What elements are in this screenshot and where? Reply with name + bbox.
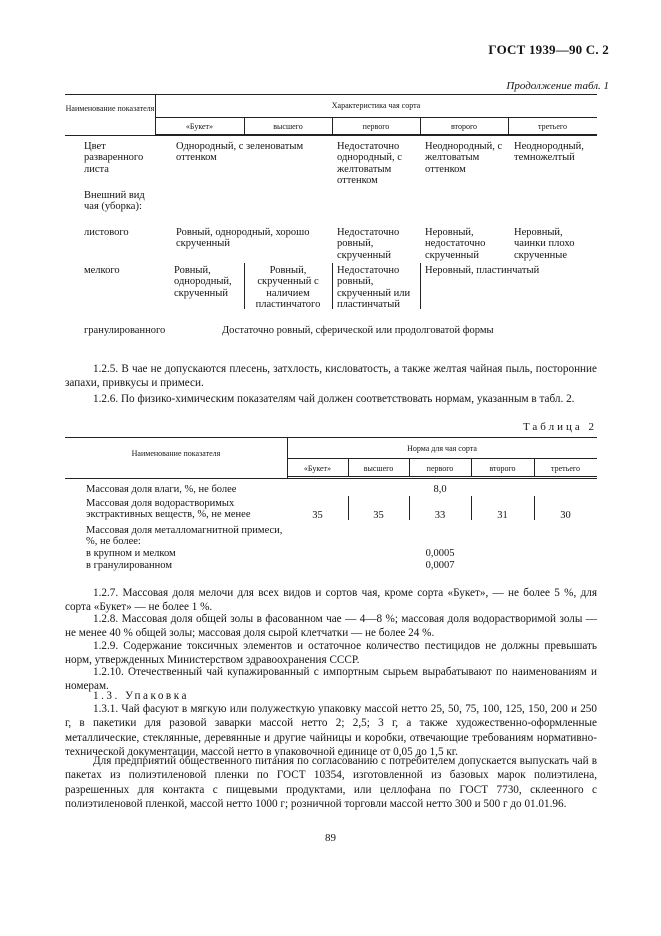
paragraph-1-3-1: 1.3.1. Чай фасуют в мягкую или полужесткую упаковку массой нетто 25, 50, 75, 100, 125, 150, 200 и 250 г, в пакетики для разовой заварки массой нетто 2; 2,5; 3 г, а также художественно-оформленные металлические, стеклянные, деревянные и другие чайницы и коробки, отвечающие требованиям нормативно-технической документации, массой нетто в упаковочной единице от 0,05 до 1,5 кг. [65, 703, 597, 758]
table2-row-extract-buket: 35 [312, 510, 323, 521]
table1-row-small-buket: Ровный, однородный, скрученный [174, 265, 232, 299]
table1-row-leaf-name: листового [84, 227, 129, 238]
table2-row-metal-sub1: в крупном и мелком [86, 548, 176, 559]
page-number: 89 [325, 832, 336, 844]
table1-row-small-vtorogo-tretyego: Неровный, пластинчатый [425, 265, 540, 276]
paragraph-public-catering: Для предприятий общественного питания по согласованию с потребителем допускается выпускать чай в пакетах из полиэтиленовой пленки по ГОСТ 10354, изготовленной из базовых марок полиэтилена, разрешенных для контакта с пищевыми продуктами, или целлофана по ГОСТ 7730, склеенного с полиэтиленовой пленкой, массой нетто 1000 г; розничной торговли массой нетто 300 и 500 г до 01.01.96. [65, 755, 597, 810]
table1-grade-tretyego: третьего [538, 122, 567, 131]
table2-grade-buket: «Букет» [303, 464, 332, 473]
table1-row-color-vtorogo: Неоднородный, с желтоватым оттенком [425, 141, 503, 175]
table1-row-leaf-pervogo: Недостаточно ровный, скрученный [337, 227, 400, 261]
table2-row-metal-value2: 0,0007 [425, 560, 455, 571]
table1-header-group: Характеристика чая сорта [331, 101, 421, 110]
table2-header-name: Наименование показателя [131, 449, 221, 458]
table2-row-metal-name: Массовая доля металломагнитной примеси, %, не более: [86, 525, 283, 548]
paragraph-1-2-9: 1.2.9. Содержание токсичных элементов и остаточное количество пестицидов не должны превышать норм, утвержденных Министерством здравоохранения СССР. [65, 640, 597, 667]
table1-grade-vysshego: высшего [273, 122, 303, 131]
paragraph-1-2-6: 1.2.6. По физико-химическим показателям чай должен соответствовать нормам, указанным в табл. 2. [93, 393, 575, 405]
table1-row-leaf-buket-vysshego: Ровный, однородный, хорошо скрученный [176, 227, 310, 250]
table1-row-small-pervogo: Недостаточно ровный, скрученный или пластинчатый [337, 265, 411, 311]
table1-grade-buket: «Букет» [185, 122, 214, 131]
table1-row-appearance-name: Внешний вид чая (уборка): [84, 190, 145, 213]
table1-row-color-buket-vysshego: Однородный, с зеленоватым оттенком [176, 141, 304, 164]
table2-row-moisture-value: 8,0 [433, 484, 447, 495]
table1-row-color-pervogo: Недостаточно однородный, с желтоватым оттенком [337, 141, 402, 187]
table1-row-leaf-tretyego: Неровный, чаинки плохо скрученные [514, 227, 575, 261]
table1-row-color-tretyego: Неоднородный, темножелтый [514, 141, 584, 164]
paragraph-1-2-10: 1.2.10. Отечественный чай купажированный с импортным сырьем вырабатывают по наименованиям и номерам. [65, 666, 597, 693]
paragraph-1-2-7: 1.2.7. Массовая доля мелочи для всех видов и сортов чая, кроме сорта «Букет», — не более 5 %, для сорта «Букет» — не более 1 %. [65, 587, 597, 614]
table2-row-extract-name: Массовая доля водорастворимых экстрактивных веществ, %, не менее [86, 498, 251, 521]
table2-grade-vysshego: высшего [363, 464, 394, 473]
table2-row-extract-vysshego: 35 [373, 510, 384, 521]
table1-grade-pervogo: первого [362, 122, 390, 131]
table2-grade-vtorogo: второго [489, 464, 516, 473]
table2-row-extract-vtorogo: 31 [497, 510, 508, 521]
table2-row-metal-value1: 0,0005 [425, 548, 455, 559]
table2-row-moisture-name: Массовая доля влаги, %, не более [86, 484, 237, 495]
table2-grade-tretyego: третьего [551, 464, 580, 473]
table2-caption: Таблица 2 [522, 421, 597, 433]
page-header-title: ГОСТ 1939—90 С. 2 [488, 42, 609, 57]
table1-row-small-name: мелкого [84, 265, 120, 276]
table1-row-color-name: Цвет разваренного листа [84, 141, 144, 175]
table2-row-extract-pervogo: 33 [434, 510, 446, 521]
table2-header-group: Норма для чая сорта [407, 444, 477, 453]
paragraph-1-2-5: 1.2.5. В чае не допускаются плесень, затхлость, кисловатость, а также желтая чайная пыль, посторонние запахи, привкусы и примеси. [65, 363, 597, 390]
section-1-3-heading: 1.3. Упаковка [93, 690, 189, 702]
table2-row-metal-sub2: в гранулированном [86, 560, 172, 571]
table1-header-name: Наименование показателя [65, 104, 155, 113]
table1-row-granular-name: гранулированного [84, 325, 166, 336]
paragraph-1-2-8: 1.2.8. Массовая доля общей золы в фасованном чае — 4—8 %; массовая доля водорастворимой золы — не менее 40 % общей золы; массовая доля сырой клетчатки — не более 24 %. [65, 613, 597, 640]
table1-row-leaf-vtorogo: Неровный, недостаточно скрученный [425, 227, 486, 261]
table1-grade-vtorogo: второго [450, 122, 478, 131]
table2-grade-pervogo: первого [426, 464, 454, 473]
table1-row-small-vysshego: Ровный, скрученный с наличием пластинчатого [255, 265, 321, 311]
table2-row-extract-tretyego: 30 [560, 510, 571, 521]
table1-row-granular-all: Достаточно ровный, сферической или продолговатой формы [222, 325, 494, 336]
table-continuation-caption: Продолжение табл. 1 [506, 80, 609, 92]
